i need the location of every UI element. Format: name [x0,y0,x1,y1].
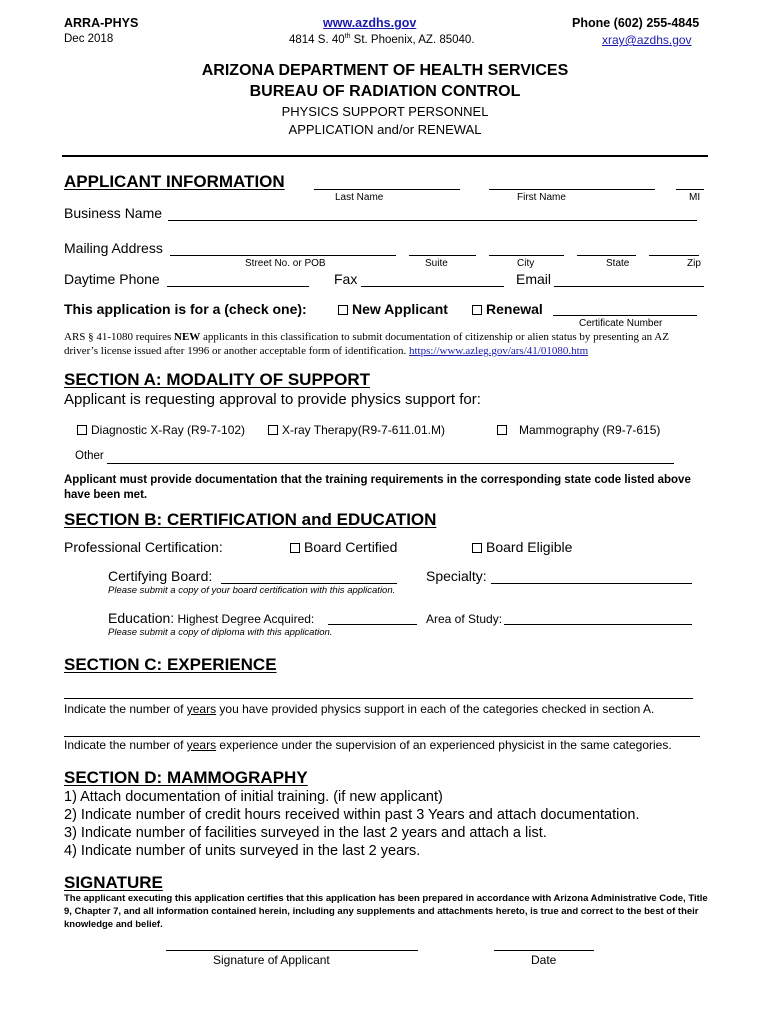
other-field[interactable] [107,463,674,464]
form-date: Dec 2018 [64,33,114,45]
new-applicant-checkbox[interactable]: New Applicant [338,301,448,317]
mi-field[interactable] [676,189,704,190]
date-field[interactable] [494,950,594,951]
certification-note: Please submit a copy of your board certification with this application. [108,585,396,596]
mammography-item: 1) Attach documentation of initial training. (if new applicant) [64,789,443,805]
address: 4814 S. 40th St. Phoenix, AZ. 85040. [289,33,475,46]
certifying-board-field[interactable] [221,583,397,584]
board-certified-checkbox[interactable]: Board Certified [290,539,397,555]
daytime-phone-field[interactable] [167,286,309,287]
title-personnel: PHYSICS SUPPORT PERSONNEL [281,104,489,119]
checkbox-icon [472,543,482,553]
email-label: Email [516,271,552,287]
other-label: Other [75,450,104,462]
section-a-heading: SECTION A: MODALITY OF SUPPORT [64,370,371,389]
first-name-field[interactable] [489,189,655,190]
xray-therapy-checkbox[interactable]: X-ray Therapy(R9-7-611.01.M) [268,423,445,437]
business-name-field[interactable] [168,220,697,221]
title-bureau: BUREAU OF RADIATION CONTROL [249,83,521,100]
section-c-heading: SECTION C: EXPERIENCE [64,655,277,674]
state-label: State [606,258,630,269]
applicant-heading: APPLICANT INFORMATION [64,172,285,191]
highest-degree-field[interactable] [328,624,417,625]
board-eligible-checkbox[interactable]: Board Eligible [472,539,572,555]
first-name-label: First Name [517,192,566,203]
zip-label: Zip [687,258,701,269]
daytime-phone-label: Daytime Phone [64,271,160,287]
signature-label: Signature of Applicant [213,953,330,967]
section-a-note: Applicant must provide documentation that the training requirements in the corresponding state code listed above have been met. [64,474,691,501]
date-label: Date [531,953,557,967]
state-field[interactable] [577,255,636,256]
business-name-label: Business Name [64,205,163,221]
application-type-label: This application is for a (check one): [64,301,307,317]
mammography-item: 2) Indicate number of credit hours received within past 3 Years and attach documentation. [64,807,640,823]
mi-label: MI [689,192,701,203]
checkbox-icon [472,305,482,315]
fax-label: Fax [334,271,358,287]
supervised-years-field[interactable] [64,736,700,737]
checkbox-icon [338,305,348,315]
title-application: APPLICATION and/or RENEWAL [288,122,482,137]
mammography-item: 3) Indicate number of facilities surveyed in the last 2 years and attach a list. [64,825,547,841]
signature-heading: SIGNATURE [64,873,163,892]
last-name-label: Last Name [335,192,384,203]
email-link[interactable]: xray@azdhs.gov [602,33,692,47]
section-b-heading: SECTION B: CERTIFICATION and EDUCATION [64,510,437,529]
title-department: ARIZONA DEPARTMENT OF HEALTH SERVICES [201,62,569,79]
ars-link[interactable]: https://www.azleg.gov/ars/41/01080.htm [408,345,589,357]
mammography-item: 4) Indicate number of units surveyed in the last 2 years. [64,843,421,859]
section-d-heading: SECTION D: MAMMOGRAPHY [64,768,308,787]
checkbox-icon [77,425,87,435]
certificate-number-field[interactable] [553,315,697,316]
certifying-board-label: Certifying Board: [108,568,213,584]
mailing-address-label: Mailing Address [64,240,163,256]
ars-notice-line2: driver’s license issued after 1996 or another acceptable form of identification. https://www.azleg.gov/ars/41/01080.htm [64,345,589,357]
city-label: City [517,258,535,269]
checkbox-icon [497,425,507,435]
street-label: Street No. or POB [245,258,326,269]
phone: Phone (602) 255-4845 [572,16,700,30]
experience-years-field[interactable] [64,698,693,699]
website-link[interactable]: www.azdhs.gov [323,16,417,30]
specialty-field[interactable] [491,583,692,584]
suite-label: Suite [425,258,448,269]
fax-field[interactable] [361,286,504,287]
education-label: Education: Highest Degree Acquired: [108,610,315,626]
title-divider [62,155,708,157]
certification-statement: The applicant executing this application certifies that this application has been prepared in accordance with Arizona Administrative Code, Title 9, Chapter 7, and all information contained herein, including any supplements and attachments hereto, is true and correct to the best of their knowledge and belief. [64,893,708,930]
signature-field[interactable] [166,950,418,951]
email-field[interactable] [554,286,704,287]
suite-field[interactable] [409,255,476,256]
street-field[interactable] [170,255,396,256]
experience-line1: Indicate the number of years you have provided physics support in each of the categories checked in section A. [64,702,655,716]
section-a-intro: Applicant is requesting approval to provide physics support for: [64,391,481,408]
checkbox-icon [268,425,278,435]
last-name-field[interactable] [314,189,460,190]
diploma-note: Please submit a copy of diploma with this application. [108,627,333,638]
specialty-label: Specialty: [426,568,487,584]
experience-line2: Indicate the number of years experience under the supervision of an experienced physicist in the same categories. [64,738,672,752]
professional-certification-label: Professional Certification: [64,539,223,555]
area-of-study-field[interactable] [504,624,692,625]
certificate-number-label: Certificate Number [579,318,663,329]
ars-notice-line1: ARS § 41-1080 requires NEW applicants in this classification to submit documentation of citizenship or alien status by presenting an AZ [64,331,669,343]
area-of-study-label: Area of Study: [426,612,503,626]
checkbox-icon [290,543,300,553]
diagnostic-xray-checkbox[interactable]: Diagnostic X-Ray (R9-7-102) [77,423,245,437]
city-field[interactable] [489,255,564,256]
renewal-checkbox[interactable]: Renewal [472,301,543,317]
form-id: ARRA-PHYS [64,16,139,30]
mammography-checkbox[interactable]: Mammography (R9-7-615) [497,423,660,437]
zip-field[interactable] [649,255,699,256]
